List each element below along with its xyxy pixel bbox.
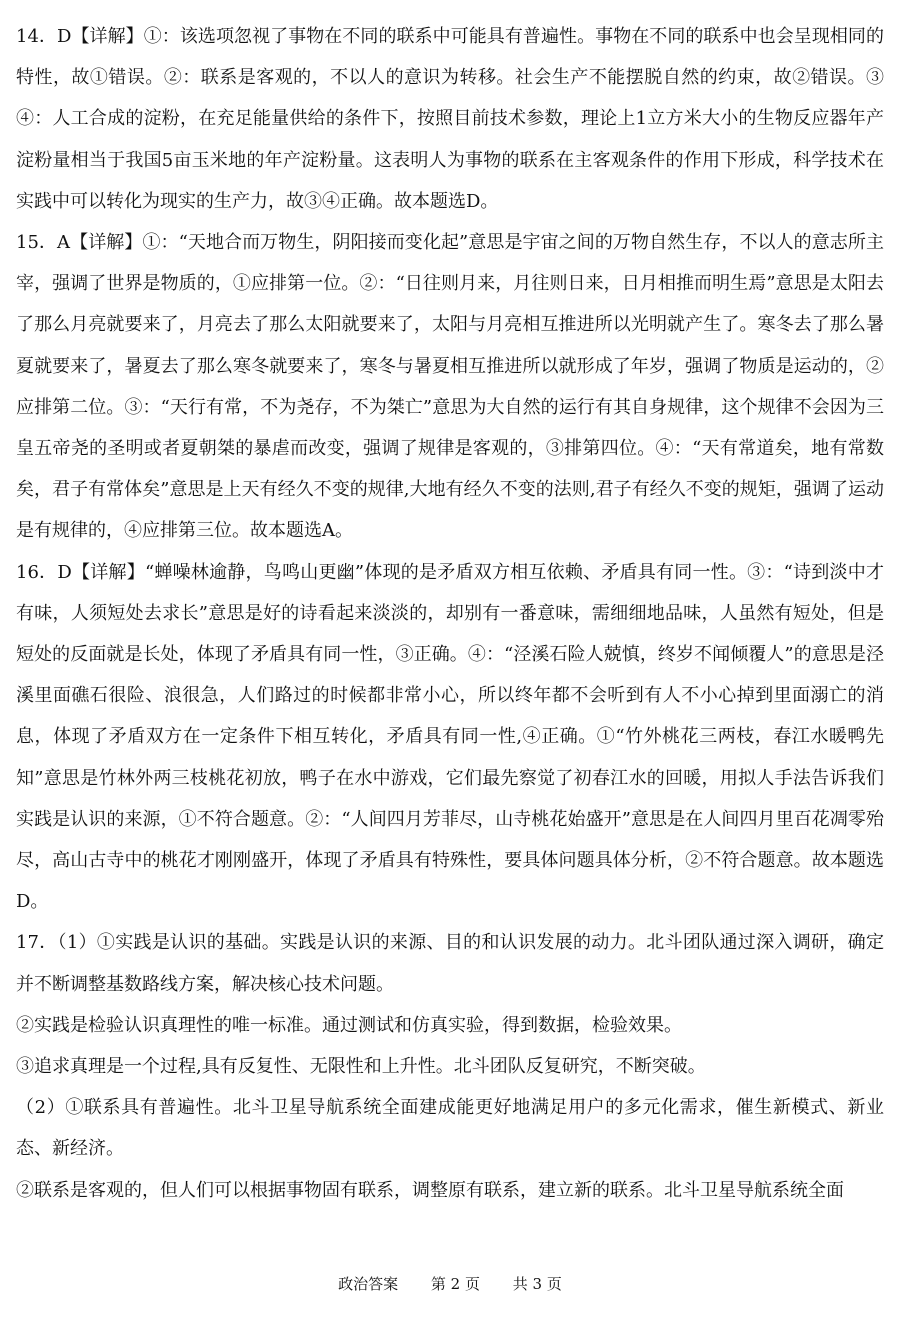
answer-q17-part1-point2: ②实践是检验认识真理性的唯一标准。通过测试和仿真实验，得到数据，检验效果。: [16, 1014, 682, 1036]
footer-subject: 政治答案: [338, 1275, 399, 1293]
answer-q16: 16．D【详解】“蝉噪林逾静，鸟鸣山更幽”体现的是矛盾双方相互依赖、矛盾具有同一性。③：“诗到淡中才有味，人须短处去求长”意思是好的诗看起来淡淡的，却别有一番意味，需细细地品味，人虽然有短处，但是短处的反面就是长处，体现了矛盾具有同一性，③正确。④：“泾溪石险人兢慎，终岁不闻倾覆人”的意思是泾溪里面礁石很险、浪很急，人们路过的时候都非常小心，所以终年都不会听到有人不小心掉到里面溺亡的消息，体现了矛盾双方在一定条件下相互转化，矛盾具有同一性,④正确。①“竹外桃花三两枝，春江水暖鸭先知”意思是竹林外两三枝桃花初放，鸭子在水中游戏，它们最先察觉了初春江水的回暖，用拟人手法告诉我们实践是认识的来源，①不符合题意。②：“人间四月芳菲尽，山寺桃花始盛开”意思是在人间四月里百花凋零殆尽，高山古寺中的桃花才刚刚盛开，体现了矛盾具有特殊性，要具体问题具体分析，②不符合题意。故本题选D。: [16, 561, 884, 913]
answer-q15: 15．A【详解】①：“天地合而万物生，阴阳接而变化起”意思是宇宙之间的万物自然生存，不以人的意志所主宰，强调了世界是物质的，①应排第一位。②：“日往则月来，月往则日来，日月相推而明生焉”意思是太阳去了那么月亮就要来了，月亮去了那么太阳就要来了，太阳与月亮相互推进所以光明就产生了。寒冬去了那么暑夏就要来了，暑夏去了那么寒冬就要来了，寒冬与暑夏相互推进所以就形成了年岁，强调了物质是运动的，②应排第二位。③：“天行有常，不为尧存，不为桀亡”意思为大自然的运行有其自身规律，这个规律不会因为三皇五帝尧的圣明或者夏朝桀的暴虐而改变，强调了规律是客观的，③排第四位。④：“天有常道矣，地有常数矣，君子有常体矣”意思是上天有经久不变的规律,大地有经久不变的法则,君子有经久不变的规矩，强调了运动是有规律的，④应排第三位。故本题选A。: [16, 232, 884, 542]
answer-q17-part2-point2: ②联系是客观的，但人们可以根据事物固有联系，调整原有联系，建立新的联系。北斗卫星导航系统全面: [16, 1179, 844, 1201]
page-footer: [0, 1274, 900, 1294]
answer-q17-part1-point1: 17．（1）①实践是认识的基础。实践是认识的来源、目的和认识发展的动力。北斗团队通过深入调研，确定并不断调整基数路线方案，解决核心技术问题。: [16, 932, 884, 995]
footer-page-number: 第 2 页: [430, 1275, 480, 1293]
answer-q17-part1-point3: ③追求真理是一个过程,具有反复性、无限性和上升性。北斗团队反复研究，不断突破。: [16, 1056, 706, 1078]
answer-q14: 14．D【详解】①：该选项忽视了事物在不同的联系中可能具有普遍性。事物在不同的联系中也会呈现相同的特性，故①错误。②：联系是客观的，不以人的意识为转移。社会生产不能摆脱自然的约束，故②错误。③④：人工合成的淀粉，在充足能量供给的条件下，按照目前技术参数，理论上1立方米大小的生物反应器年产淀粉量相当于我国5亩玉米地的年产淀粉量。这表明人为事物的联系在主客观条件的作用下形成，科学技术在实践中可以转化为现实的生产力，故③④正确。故本题选D。: [16, 26, 884, 212]
footer-total-pages: 共 3 页: [512, 1275, 562, 1293]
answer-q17-part2-point1: （2）①联系具有普遍性。北斗卫星导航系统全面建成能更好地满足用户的多元化需求，催生新模式、新业态、新经济。: [16, 1097, 884, 1160]
answer-page: [16, 16, 884, 1211]
